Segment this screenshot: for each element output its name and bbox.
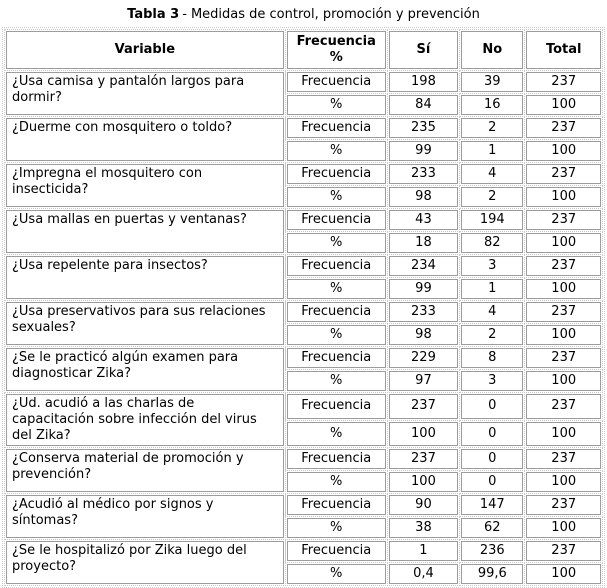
value-frecuencia-si: 234: [389, 256, 458, 276]
value-porcentaje-no: 1: [461, 141, 523, 161]
value-porcentaje-no: 2: [461, 187, 523, 207]
value-porcentaje-no: 0: [461, 422, 523, 447]
header-si: Sí: [389, 31, 458, 69]
value-porcentaje-total: 100: [526, 518, 601, 538]
value-porcentaje-total: 100: [526, 233, 601, 253]
value-porcentaje-total: 100: [526, 325, 601, 345]
value-frecuencia-no: 236: [461, 541, 523, 561]
table-row-frecuencia: [6, 495, 601, 515]
value-porcentaje-si: 97: [389, 371, 458, 391]
value-porcentaje-total: 100: [526, 141, 601, 161]
value-frecuencia-total: 237: [526, 118, 601, 138]
table-header: [6, 31, 601, 69]
row-label-frecuencia: Frecuencia: [287, 210, 386, 230]
table-row-frecuencia: [6, 118, 601, 138]
value-frecuencia-no: 8: [461, 348, 523, 368]
value-frecuencia-si: 233: [389, 164, 458, 184]
value-frecuencia-si: 233: [389, 302, 458, 322]
question-cell: ¿Ud. acudió a las charlas de capacitación sobre infección del virus del Zika?: [6, 394, 284, 446]
table-row-frecuencia: [6, 302, 601, 322]
value-frecuencia-no: 4: [461, 164, 523, 184]
question-cell: ¿Se le practicó algún examen para diagnosticar Zika?: [6, 348, 284, 391]
value-frecuencia-si: 235: [389, 118, 458, 138]
table-row-frecuencia: [6, 256, 601, 276]
row-label-porcentaje: %: [287, 371, 386, 391]
value-frecuencia-no: 4: [461, 302, 523, 322]
value-frecuencia-total: 237: [526, 541, 601, 561]
value-porcentaje-no: 0: [461, 472, 523, 492]
value-porcentaje-total: 100: [526, 279, 601, 299]
table-row-frecuencia: [6, 348, 601, 368]
row-label-frecuencia: Frecuencia: [287, 72, 386, 92]
value-porcentaje-no: 2: [461, 325, 523, 345]
header-variable: Variable: [6, 31, 284, 69]
row-label-porcentaje: %: [287, 187, 386, 207]
table-row-frecuencia: [6, 164, 601, 184]
value-frecuencia-no: 39: [461, 72, 523, 92]
header-no: No: [461, 31, 523, 69]
row-label-porcentaje: %: [287, 422, 386, 447]
header-row: [6, 31, 601, 69]
row-label-porcentaje: %: [287, 325, 386, 345]
row-label-porcentaje: %: [287, 233, 386, 253]
row-label-frecuencia: Frecuencia: [287, 394, 386, 419]
row-label-porcentaje: %: [287, 95, 386, 115]
value-frecuencia-no: 0: [461, 394, 523, 419]
value-porcentaje-total: 100: [526, 187, 601, 207]
question-cell: ¿Se le hospitalizó por Zika luego del proyecto?: [6, 541, 284, 584]
header-frequency-line2: %: [329, 50, 343, 65]
header-total: Total: [526, 31, 601, 69]
table-row-frecuencia: [6, 210, 601, 230]
row-label-frecuencia: Frecuencia: [287, 256, 386, 276]
value-porcentaje-si: 38: [389, 518, 458, 538]
value-porcentaje-no: 82: [461, 233, 523, 253]
value-frecuencia-total: 237: [526, 210, 601, 230]
value-frecuencia-no: 3: [461, 256, 523, 276]
value-porcentaje-total: 100: [526, 472, 601, 492]
table-title-text: Medidas de control, promoción y prevención: [190, 7, 480, 22]
value-frecuencia-total: 237: [526, 256, 601, 276]
value-frecuencia-total: 237: [526, 72, 601, 92]
value-porcentaje-si: 100: [389, 422, 458, 447]
value-frecuencia-no: 0: [461, 449, 523, 469]
question-cell: ¿Usa preservativos para sus relaciones sexuales?: [6, 302, 284, 345]
data-table: [2, 27, 605, 588]
question-cell: ¿Conserva material de promoción y prevención?: [6, 449, 284, 492]
header-frequency-line1: Frecuencia: [296, 34, 376, 49]
row-label-frecuencia: Frecuencia: [287, 495, 386, 515]
value-porcentaje-no: 16: [461, 95, 523, 115]
value-frecuencia-no: 2: [461, 118, 523, 138]
value-porcentaje-no: 62: [461, 518, 523, 538]
row-label-frecuencia: Frecuencia: [287, 449, 386, 469]
row-label-porcentaje: %: [287, 472, 386, 492]
value-porcentaje-no: 99,6: [461, 564, 523, 584]
value-frecuencia-no: 147: [461, 495, 523, 515]
value-frecuencia-total: 237: [526, 495, 601, 515]
value-frecuencia-total: 237: [526, 348, 601, 368]
table-title: [0, 0, 607, 27]
value-frecuencia-no: 194: [461, 210, 523, 230]
question-cell: ¿Usa mallas en puertas y ventanas?: [6, 210, 284, 253]
value-porcentaje-total: 100: [526, 422, 601, 447]
value-frecuencia-total: 237: [526, 394, 601, 419]
question-cell: ¿Acudió al médico por signos y síntomas?: [6, 495, 284, 538]
value-porcentaje-si: 84: [389, 95, 458, 115]
value-frecuencia-total: 237: [526, 302, 601, 322]
row-label-frecuencia: Frecuencia: [287, 118, 386, 138]
value-frecuencia-si: 198: [389, 72, 458, 92]
table-title-separator: -: [182, 7, 187, 22]
value-porcentaje-total: 100: [526, 95, 601, 115]
row-label-porcentaje: %: [287, 279, 386, 299]
value-porcentaje-si: 98: [389, 187, 458, 207]
value-frecuencia-si: 43: [389, 210, 458, 230]
value-frecuencia-si: 229: [389, 348, 458, 368]
question-cell: ¿Duerme con mosquitero o toldo?: [6, 118, 284, 161]
table-row-frecuencia: [6, 72, 601, 92]
row-label-frecuencia: Frecuencia: [287, 164, 386, 184]
table-row-frecuencia: [6, 541, 601, 561]
table-body: [6, 72, 601, 584]
row-label-frecuencia: Frecuencia: [287, 348, 386, 368]
table-row-frecuencia: [6, 394, 601, 419]
value-porcentaje-si: 0,4: [389, 564, 458, 584]
table-title-label: Tabla 3: [127, 7, 180, 22]
row-label-porcentaje: %: [287, 564, 386, 584]
value-frecuencia-total: 237: [526, 164, 601, 184]
value-porcentaje-si: 99: [389, 141, 458, 161]
question-cell: ¿Impregna el mosquitero con insecticida?: [6, 164, 284, 207]
row-label-frecuencia: Frecuencia: [287, 541, 386, 561]
value-frecuencia-si: 237: [389, 449, 458, 469]
value-frecuencia-total: 237: [526, 449, 601, 469]
row-label-frecuencia: Frecuencia: [287, 302, 386, 322]
value-frecuencia-si: 90: [389, 495, 458, 515]
row-label-porcentaje: %: [287, 518, 386, 538]
value-porcentaje-no: 1: [461, 279, 523, 299]
question-cell: ¿Usa camisa y pantalón largos para dormir?: [6, 72, 284, 115]
value-porcentaje-si: 99: [389, 279, 458, 299]
row-label-porcentaje: %: [287, 141, 386, 161]
value-porcentaje-si: 18: [389, 233, 458, 253]
question-cell: ¿Usa repelente para insectos?: [6, 256, 284, 299]
value-porcentaje-total: 100: [526, 564, 601, 584]
value-porcentaje-total: 100: [526, 371, 601, 391]
value-porcentaje-si: 100: [389, 472, 458, 492]
header-frequency-percent: [287, 31, 386, 69]
value-frecuencia-si: 1: [389, 541, 458, 561]
value-porcentaje-no: 3: [461, 371, 523, 391]
table-row-frecuencia: [6, 449, 601, 469]
value-porcentaje-si: 98: [389, 325, 458, 345]
value-frecuencia-si: 237: [389, 394, 458, 419]
